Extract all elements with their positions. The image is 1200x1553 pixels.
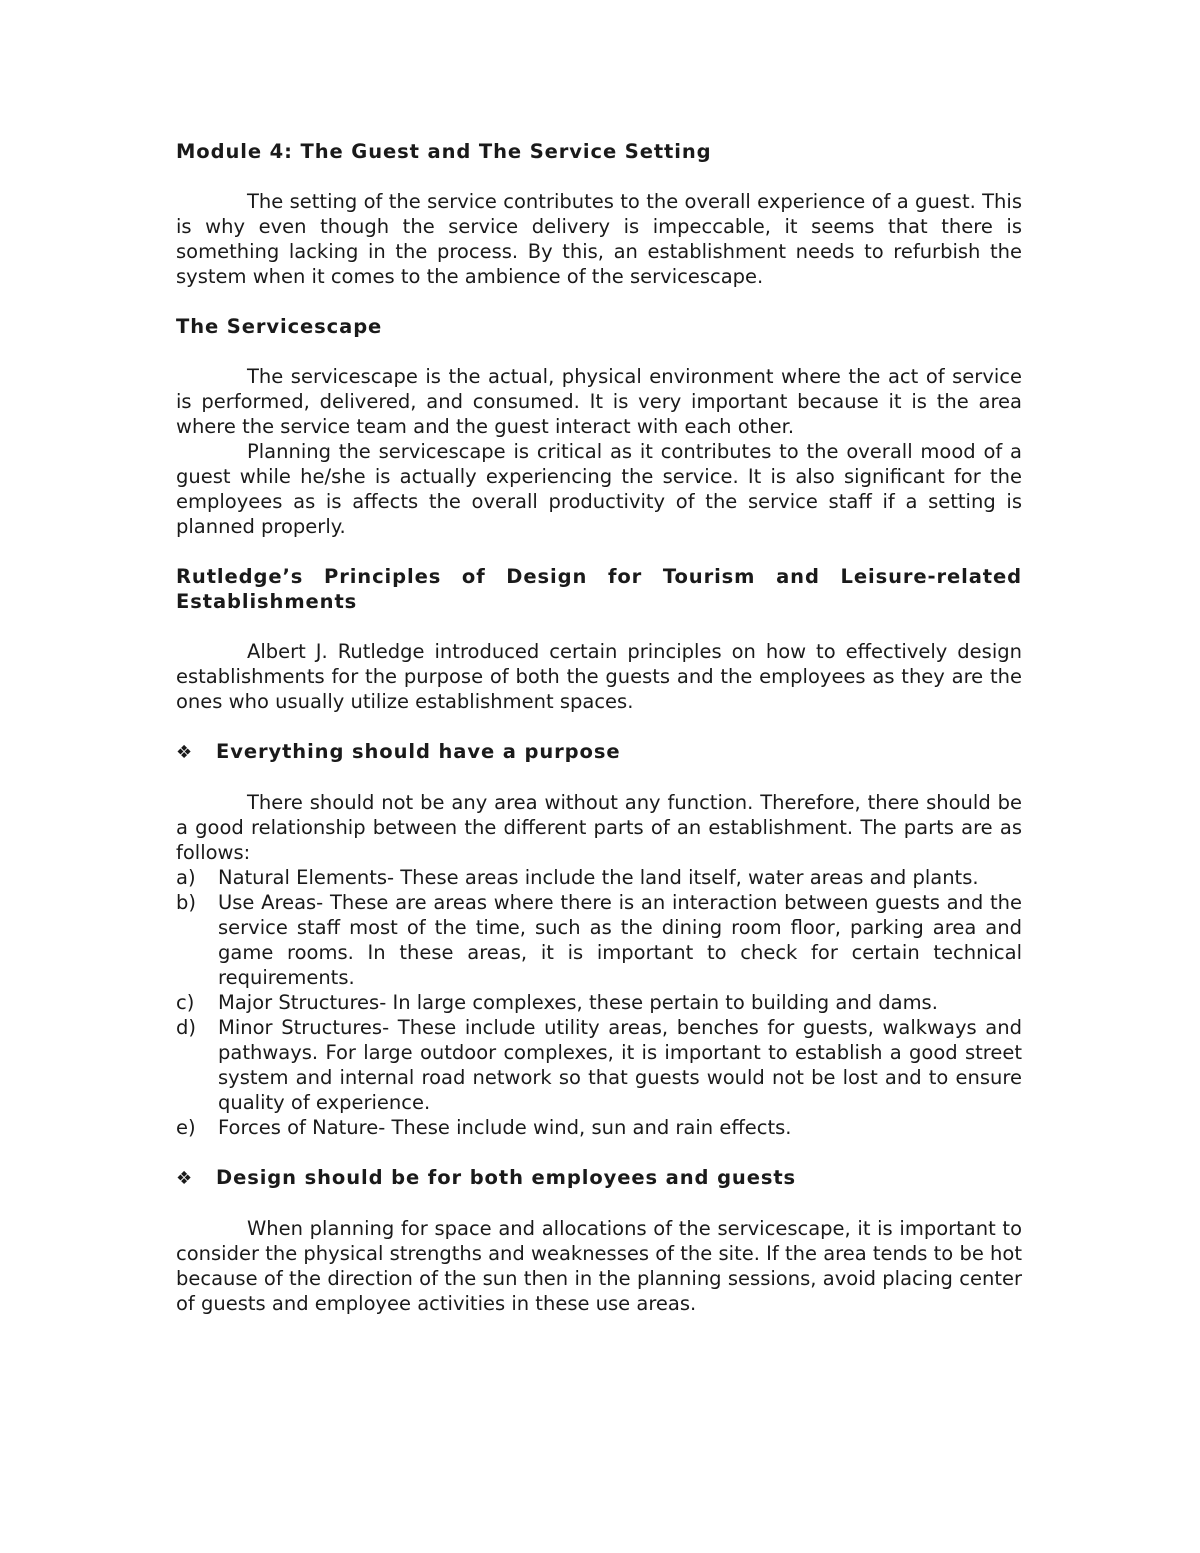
servicescape-paragraph-2: Planning the servicescape is critical as it contributes to the overall mood of a guest while he/she is actually experiencing the service. It is also significant for the employees as is affects the overall productivity of the service staff if a setting is planned properly. (176, 440, 1022, 538)
servicescape-paragraph-1: The servicescape is the actual, physical environment where the act of service is performed, delivered, and consumed. It is very important because it is the area where the service team and the guest interact with each other. (176, 365, 1022, 438)
rutledge-heading: Rutledge’s Principles of Design for Tourism and Leisure-related Establishments (176, 565, 1022, 613)
list-item-text: Natural Elements- These areas include the land itself, water areas and plants. (218, 866, 979, 889)
list-item (176, 1115, 1022, 1140)
document-title: Module 4: The Guest and The Service Setting (176, 140, 712, 163)
diamond-bullet-icon: ❖ (176, 742, 194, 763)
servicescape-heading: The Servicescape (176, 315, 383, 338)
list-item-marker: c) (176, 991, 195, 1014)
intro-paragraph: The setting of the service contributes to the overall experience of a guest. This is why even though the service delivery is impeccable, it seems that there is something lacking in the process. By this, an establishment needs to refurbish the system when it comes to the ambience of the servicescape. (176, 190, 1022, 288)
list-item-text: Major Structures- In large complexes, these pertain to building and dams. (218, 991, 938, 1014)
list-item-marker: a) (176, 866, 196, 889)
principle-2-heading-text: Design should be for both employees and guests (216, 1166, 797, 1189)
list-item (176, 1015, 1022, 1115)
list-item (176, 865, 1022, 890)
principle-2-paragraph: When planning for space and allocations of the servicescape, it is important to consider the physical strengths and weaknesses of the site. If the area tends to be hot because of the direction of the sun then in the planning sessions, avoid placing center of guests and employee activities in these use areas. (176, 1217, 1022, 1315)
list-item-text: Forces of Nature- These include wind, sun and rain effects. (218, 1116, 792, 1139)
list-item-text: Use Areas- These are areas where there is an interaction between guests and the service staff most of the time, such as the dining room floor, parking area and game rooms. In these areas, it is important to check for certain technical requirements. (218, 891, 1022, 989)
diamond-bullet-icon: ❖ (176, 1168, 194, 1189)
list-item-text: Minor Structures- These include utility areas, benches for guests, walkways and pathways. For large outdoor complexes, it is important to establish a good street system and internal road network so that guests would not be lost and to ensure quality of experience. (218, 1016, 1022, 1114)
list-item-marker: b) (176, 891, 196, 914)
document-page (176, 139, 1022, 1316)
list-item (176, 990, 1022, 1015)
list-item-marker: e) (176, 1116, 196, 1139)
principle-2-heading (176, 1165, 1022, 1191)
principle-1-heading-text: Everything should have a purpose (216, 740, 621, 763)
list-item (176, 890, 1022, 990)
list-item-marker: d) (176, 1016, 196, 1039)
principle-1-heading (176, 739, 1022, 765)
rutledge-paragraph: Albert J. Rutledge introduced certain principles on how to effectively design establishments for the purpose of both the guests and the employees as they are the ones who usually utilize establishment spaces. (176, 640, 1022, 713)
parts-list (176, 865, 1022, 1140)
principle-1-paragraph: There should not be any area without any function. Therefore, there should be a good relationship between the different parts of an establishment. The parts are as follows: (176, 791, 1022, 864)
